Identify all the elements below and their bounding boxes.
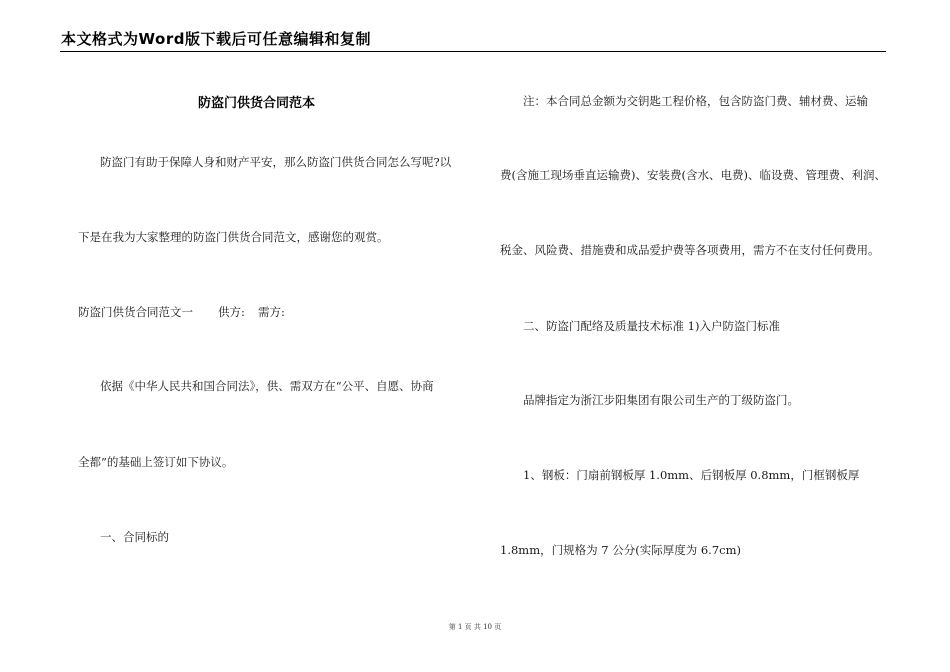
preamble-line-1: 依据《中华人民共和国合同法》，供、需双方在“公平、自愿、协商 <box>100 379 434 393</box>
download-banner: 本文格式为Word版下载后可任意编辑和复制 <box>61 30 371 48</box>
brand-line: 品牌指定为浙江步阳集团有限公司生产的丁级防盗门。 <box>523 393 799 407</box>
intro-line-1: 防盗门有助于保障人身和财产平安，那么防盗门供货合同怎么写呢?以 <box>100 155 452 169</box>
buyer-label: 需方: <box>258 305 285 319</box>
note-line-2: 费(含施工现场垂直运输费)、安装费(含水、电费)、临设费、管理费、利润、 <box>500 168 886 182</box>
steel-spec-line-1: 1、钢板：门扇前钢板厚 1.0mm、后钢板厚 0.8mm，门框钢板厚 <box>523 468 860 482</box>
supplier-label: 供方: <box>218 305 245 319</box>
page-footer: 第 1 页 共 10 页 <box>448 623 502 631</box>
section-2-heading: 二、防盗门配络及质量技术标准 1)入户防盗门标准 <box>523 319 780 333</box>
section-1-heading: 一、合同标的 <box>100 530 169 544</box>
note-line-3: 税金、风险费、措施费和成品爱护费等各项费用，需方不在支付任何费用。 <box>500 243 880 257</box>
intro-line-2: 下是在我为大家整理的防盗门供货合同范文，感谢您的观赏。 <box>78 230 389 244</box>
document-title: 防盗门供货合同范本 <box>198 96 316 111</box>
steel-spec-line-2: 1.8mm，门规格为 7 公分(实际厚度为 6.7cm) <box>500 543 741 557</box>
note-line-1: 注：本合同总金额为交钥匙工程价格，包含防盗门费、辅材费、运输 <box>523 94 868 108</box>
contract-heading: 防盗门供货合同范文一 <box>78 305 193 319</box>
preamble-line-2: 全都”的基础上签订如下协议。 <box>78 455 234 469</box>
